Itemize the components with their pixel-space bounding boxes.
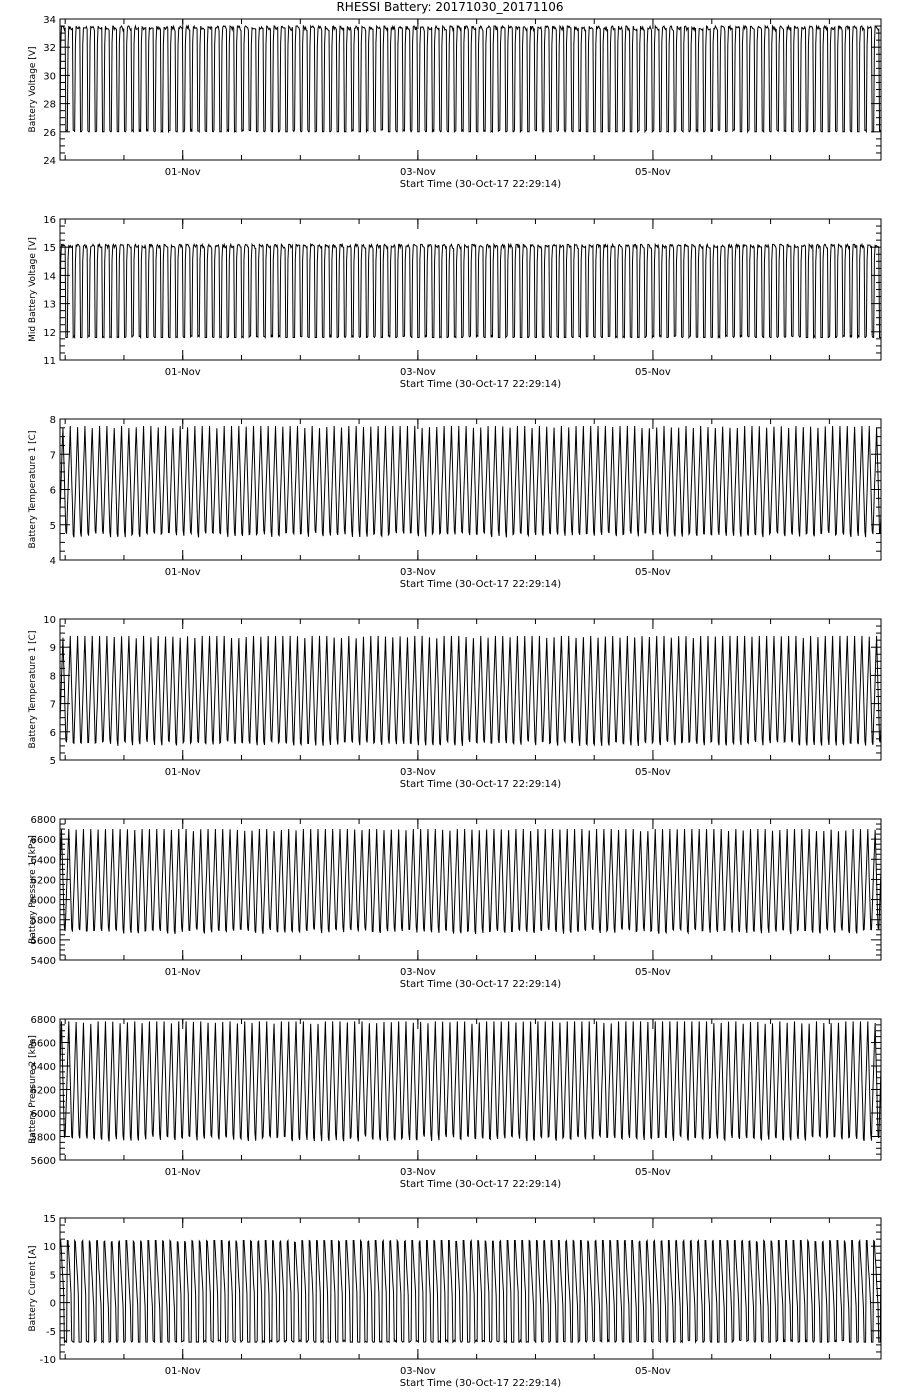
y-tick-label: 8 [49,671,56,683]
series-line [60,26,881,132]
series-line [60,1021,881,1141]
x-tick-label: 03-Nov [399,367,436,378]
y-tick-label: 15 [43,1214,56,1225]
x-tick-label: 03-Nov [399,1366,436,1377]
series-line [60,426,881,537]
y-tick-label: 6 [49,485,56,497]
x-tick-label: 01-Nov [164,967,201,978]
y-tick-label: 6000 [30,1109,56,1120]
x-axis-label: Start Time (30-Oct-17 22:29:14) [399,179,562,190]
y-tick-label: 30 [43,71,56,83]
panel-7 [28,1214,881,1389]
x-tick-label: 05-Nov [634,767,671,778]
x-tick-label: 03-Nov [399,567,436,578]
panel-1 [28,15,881,190]
y-tick-label: -10 [39,1355,56,1366]
y-tick-label: 13 [43,299,56,311]
y-axis-label: Battery Current [A] [28,1245,38,1332]
y-tick-label: 16 [43,215,56,226]
y-tick-label: 5 [49,756,56,767]
y-tick-label: 6 [49,727,56,739]
panel-6 [28,1015,881,1190]
x-tick-label: 03-Nov [399,1167,436,1178]
y-tick-label: 5600 [30,1156,56,1167]
y-tick-label: 6800 [30,815,56,826]
x-tick-label: 03-Nov [399,167,436,178]
x-tick-label: 05-Nov [634,367,671,378]
y-tick-label: 32 [43,43,56,55]
y-axis-label: Battery Temperature 1 [C] [28,430,38,549]
panel-2 [28,215,881,390]
series-line [60,244,881,337]
y-tick-label: 5400 [30,956,56,967]
series-line [60,829,881,934]
plot-frame [60,419,881,560]
page-title: RHESSI Battery: 20171030_20171106 [336,0,564,14]
series-line [60,1241,881,1343]
y-tick-label: 26 [43,127,56,139]
y-tick-label: 6600 [30,835,56,847]
y-tick-label: 6800 [30,1015,56,1026]
x-axis-label: Start Time (30-Oct-17 22:29:14) [399,579,562,590]
y-tick-label: 5800 [30,915,56,927]
x-tick-label: 03-Nov [399,767,436,778]
y-tick-label: 6400 [30,855,56,867]
x-tick-label: 01-Nov [164,1366,201,1377]
y-tick-label: 9 [49,643,56,655]
y-tick-label: 10 [43,1242,56,1254]
y-tick-label: -5 [46,1326,56,1338]
x-tick-label: 05-Nov [634,967,671,978]
y-tick-label: 28 [43,99,56,111]
y-tick-label: 15 [43,243,56,255]
series-line [60,636,881,746]
x-axis-label: Start Time (30-Oct-17 22:29:14) [399,779,562,790]
y-axis-label: Battery Pressure 2 [kPa] [28,1035,38,1144]
x-tick-label: 01-Nov [164,167,201,178]
x-tick-label: 01-Nov [164,367,201,378]
y-tick-label: 5 [49,1270,56,1282]
y-tick-label: 5800 [30,1132,56,1144]
panel-4 [28,615,881,790]
y-tick-label: 5600 [30,935,56,947]
x-tick-label: 01-Nov [164,767,201,778]
y-tick-label: 7 [49,450,56,462]
panel-3 [28,415,881,590]
x-tick-label: 05-Nov [634,167,671,178]
y-tick-label: 24 [43,156,56,167]
y-tick-label: 6200 [30,1085,56,1097]
x-tick-label: 01-Nov [164,567,201,578]
x-tick-label: 01-Nov [164,1167,201,1178]
y-tick-label: 8 [49,415,56,426]
y-tick-label: 10 [43,615,56,626]
x-axis-label: Start Time (30-Oct-17 22:29:14) [399,1179,562,1190]
y-tick-label: 7 [49,699,56,711]
x-tick-label: 05-Nov [634,1167,671,1178]
y-tick-label: 12 [43,327,56,339]
y-tick-label: 14 [43,271,56,283]
y-tick-label: 4 [49,556,56,567]
y-axis-label: Battery Pressure 1 [kPa] [28,835,38,944]
x-axis-label: Start Time (30-Oct-17 22:29:14) [399,1378,562,1389]
y-axis-label: Mid Battery Voltage [V] [28,237,38,342]
y-axis-label: Battery Voltage [V] [28,46,38,133]
x-axis-label: Start Time (30-Oct-17 22:29:14) [399,379,562,390]
y-tick-label: 0 [49,1298,56,1310]
y-tick-label: 6200 [30,875,56,887]
y-tick-label: 6600 [30,1038,56,1050]
panel-5 [28,815,881,990]
x-tick-label: 05-Nov [634,567,671,578]
x-axis-label: Start Time (30-Oct-17 22:29:14) [399,979,562,990]
x-tick-label: 03-Nov [399,967,436,978]
y-tick-label: 11 [43,356,56,367]
y-tick-label: 5 [49,520,56,532]
y-axis-label: Battery Temperature 1 [C] [28,630,38,749]
y-tick-label: 6400 [30,1062,56,1073]
y-tick-label: 34 [43,15,56,26]
y-tick-label: 6000 [30,895,56,907]
x-tick-label: 05-Nov [634,1366,671,1377]
